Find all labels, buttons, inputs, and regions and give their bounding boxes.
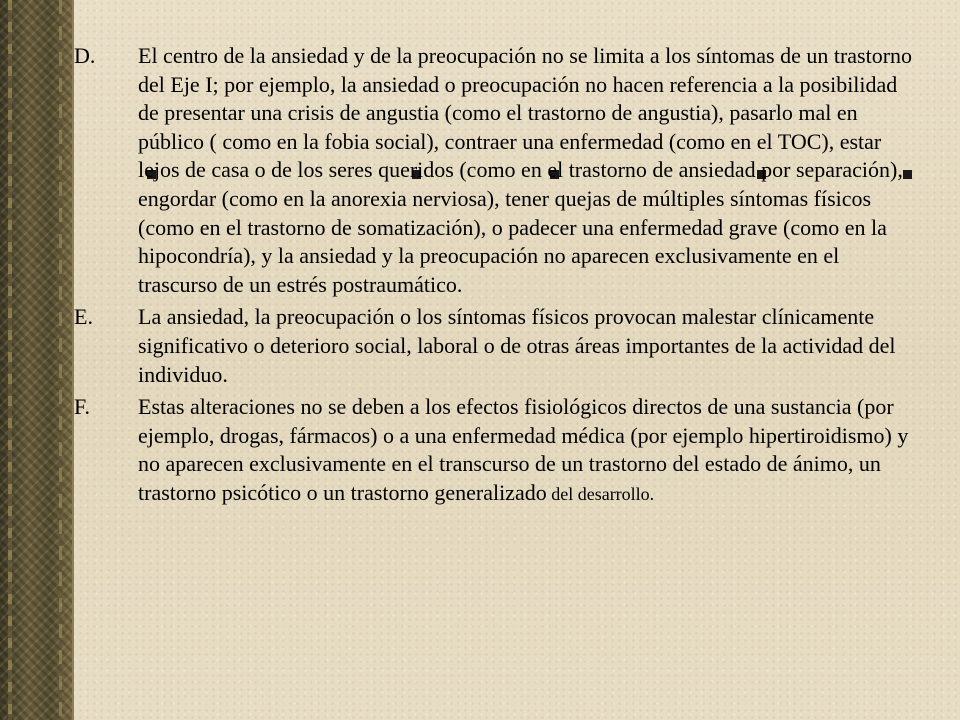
decorative-left-border — [0, 0, 74, 720]
criterion-text: Estas alteraciones no se deben a los efectos fisiológicos directos de una sustancia (por ejemplo, drogas, fármacos) o a una enfermedad médica (por ejemplo hipertiroidismo) y no aparecen exclusivamente en el transcurso de un trastorno del estado de ánimo, un trastorno psicótico o un trastorno generalizado — [138, 394, 909, 505]
criterion-f — [74, 393, 914, 508]
criterion-letter: F. — [74, 394, 90, 420]
criterion-letter: E. — [74, 304, 93, 330]
criterion-e — [74, 303, 914, 389]
slide-content — [74, 42, 914, 513]
criterion-text-tail: del desarrollo. — [546, 483, 655, 504]
criterion-text-wrapper — [138, 393, 914, 508]
criterion-text: La ansiedad, la preocupación o los síntomas físicos provocan malestar clínicamente significativo o deterioro social, laboral o de otras áreas importantes de la actividad del individuo. — [138, 304, 896, 387]
criterion-d — [74, 42, 914, 299]
criterion-letter: D. — [74, 43, 96, 68]
criterion-text: El centro de la ansiedad y de la preocupación no se limita a los síntomas de un trastorno del Eje I; por ejemplo, la ansiedad o preocupación no hacen referencia a la posibilidad de presentar una crisis de angustia (como el trastorno de angustia), pasarlo mal en público ( como en la fobia social), contraer una enfermedad (como en el TOC), estar lejos de casa o de los seres queridos (como en el trastorno de ansiedad por separación), engordar (como en la anorexia nerviosa), tener quejas de múltiples síntomas físicos (como en el trastorno de somatización), o padecer una enfermedad grave (como en la hipocondría), y la ansiedad y la preocupación no aparecen exclusivamente en el trascurso de un estrés postraumático. — [138, 43, 913, 297]
